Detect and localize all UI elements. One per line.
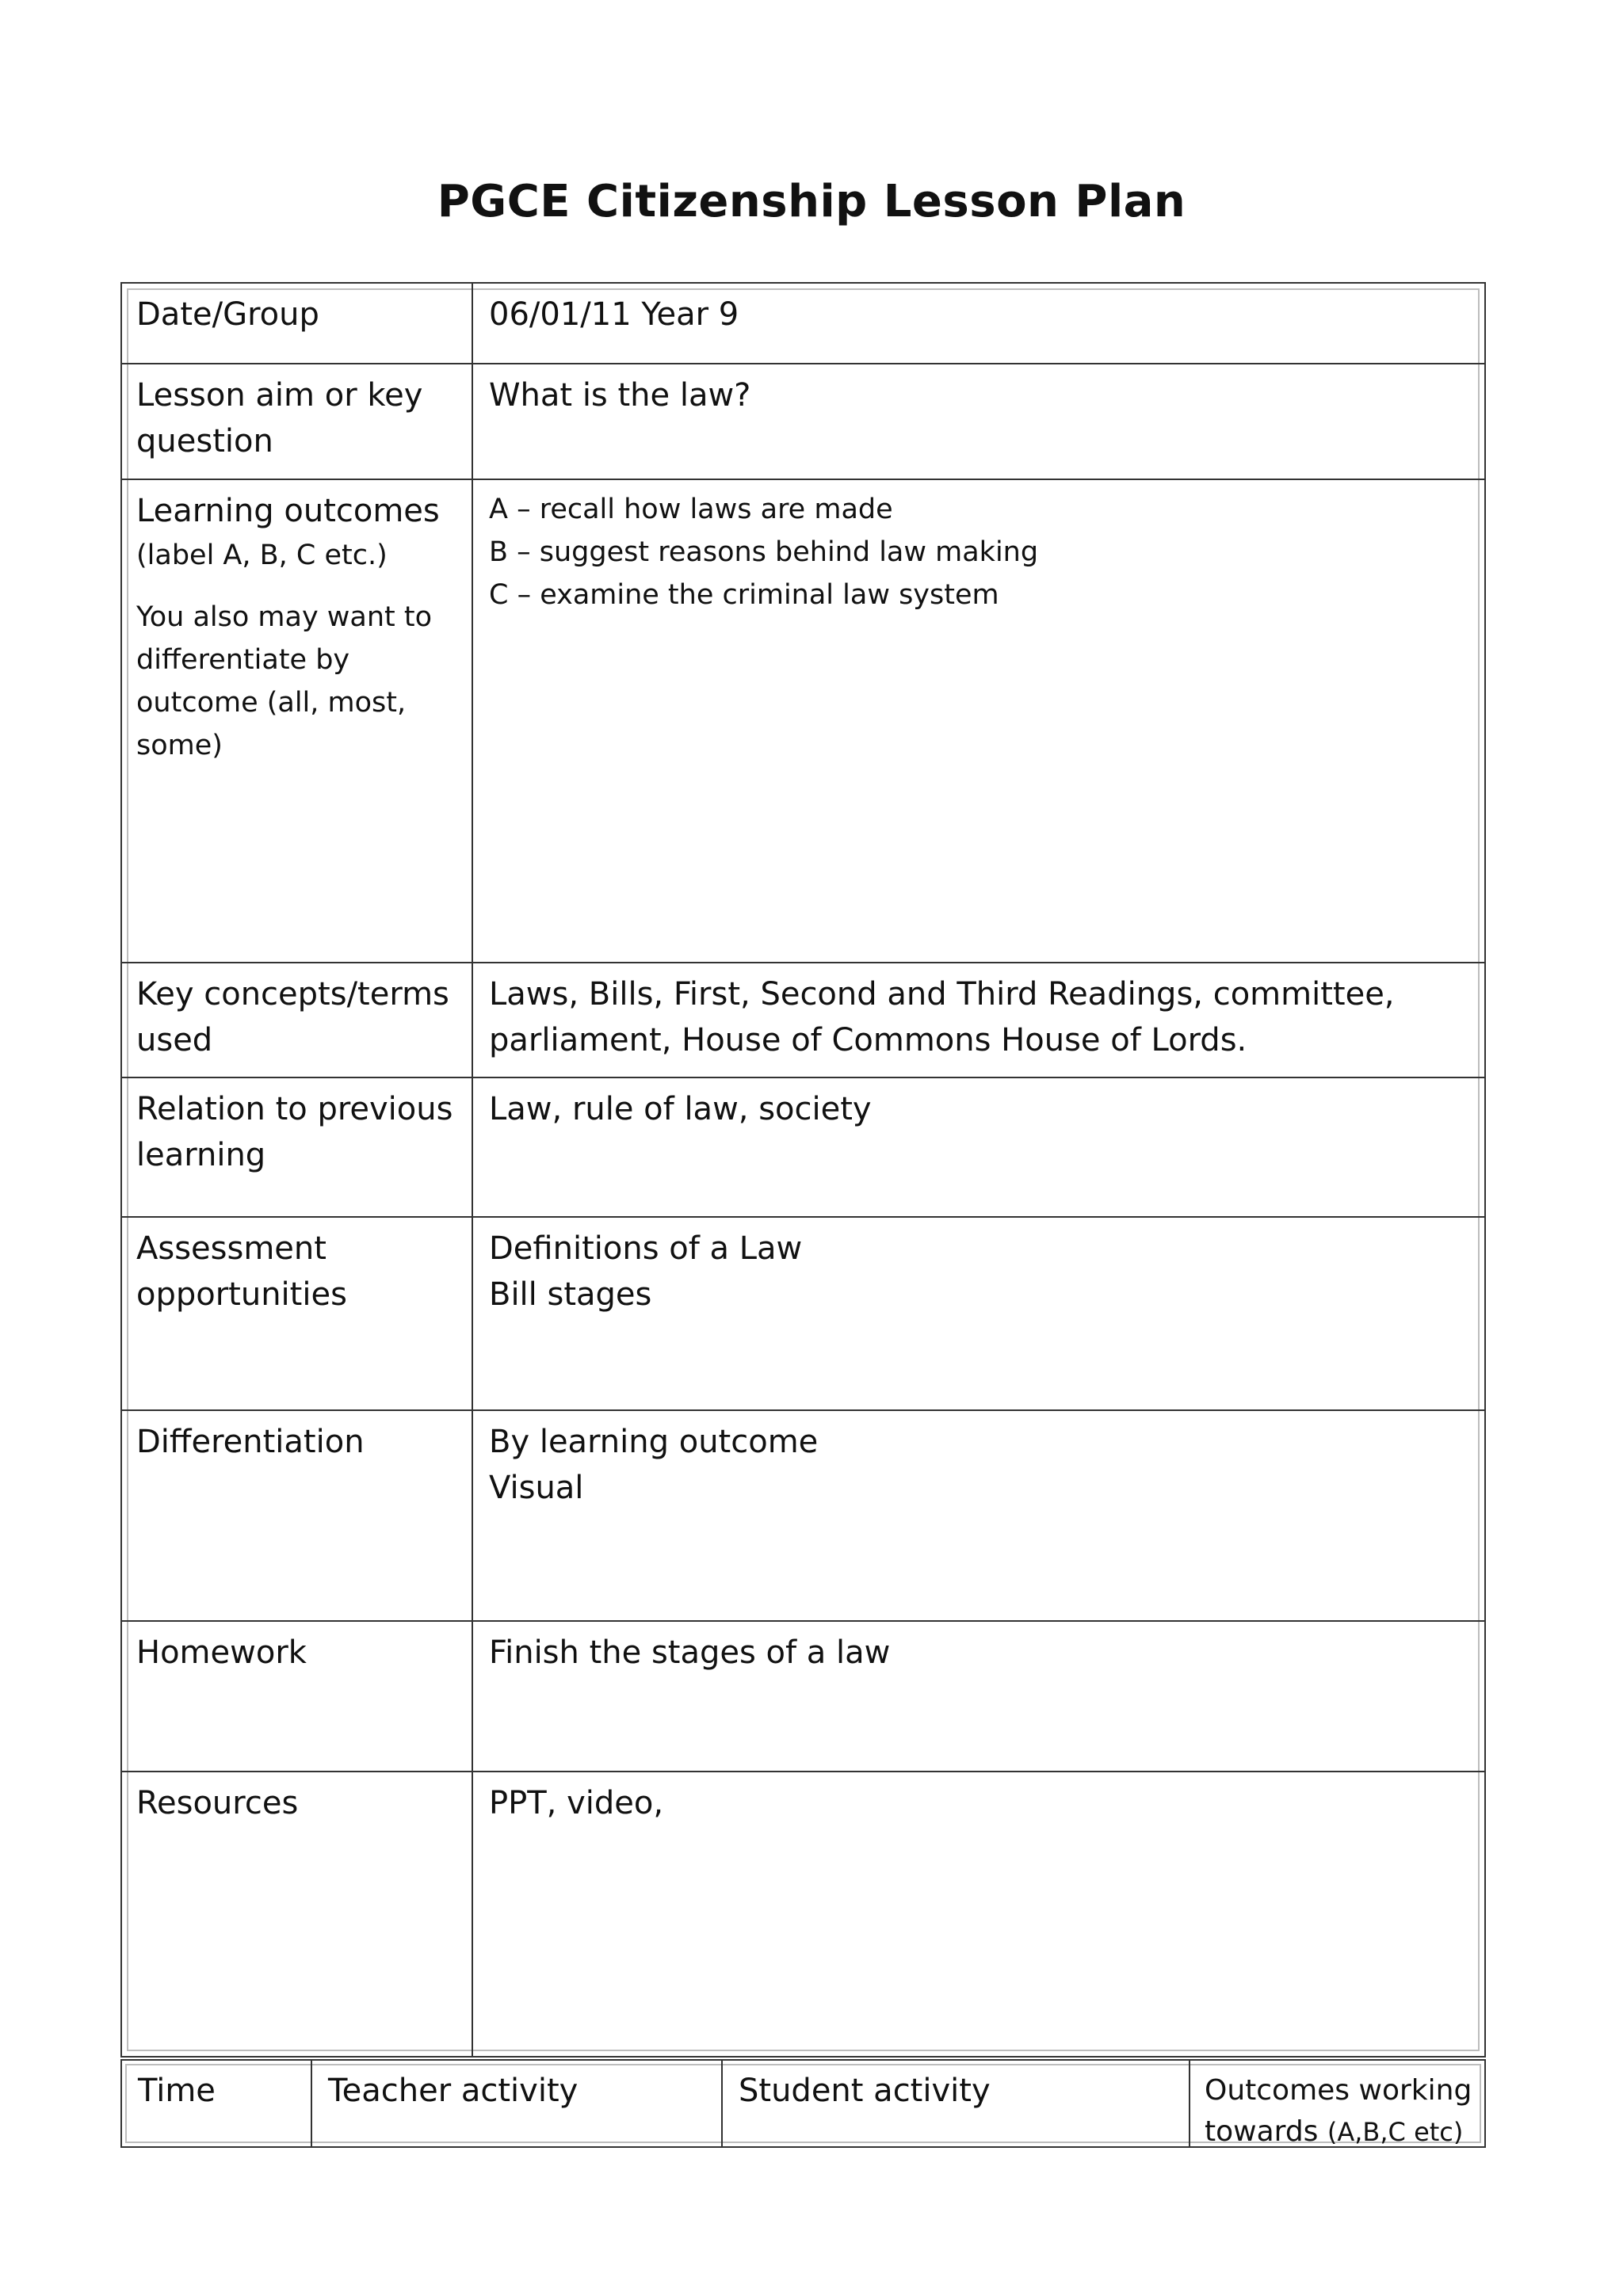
label-previous-learning	[122, 1078, 473, 1216]
assessment-value-line2: Bill stages	[489, 1276, 652, 1313]
row-lesson-aim	[122, 364, 1484, 480]
learning-outcomes-label: Learning outcomes	[136, 493, 440, 529]
differentiation-value-line2: Visual	[489, 1470, 584, 1506]
value-key-concepts	[473, 963, 1484, 1077]
header-time	[122, 2061, 312, 2146]
outcome-item: A – recall how laws are made	[489, 494, 893, 525]
label-key-concepts	[122, 963, 473, 1077]
assessment-label-line1: Assessment	[136, 1230, 327, 1267]
outcomes-note-line: You also may want to	[136, 601, 433, 633]
row-homework	[122, 1622, 1484, 1772]
key-concepts-label-line2: used	[136, 1022, 213, 1058]
label-resources	[122, 1772, 473, 2056]
outcomes-header-abc: (A,B,C etc)	[1327, 2117, 1464, 2147]
page-title: PGCE Citizenship Lesson Plan	[437, 176, 1186, 227]
student-activity-header: Student activity	[739, 2073, 991, 2109]
value-differentiation	[473, 1411, 1484, 1620]
outcomes-header-towards: towards	[1205, 2115, 1327, 2148]
header-outcomes	[1190, 2061, 1484, 2146]
date-group-label: Date/Group	[136, 296, 319, 333]
lesson-plan-table	[120, 282, 1486, 2058]
resources-value: PPT, video,	[489, 1785, 664, 1821]
value-date-group	[473, 284, 1484, 363]
key-concepts-value-line2: parliament, House of Commons House of Lords.	[489, 1022, 1247, 1058]
outcome-item: C – examine the criminal law system	[489, 579, 999, 611]
key-concepts-label-line1: Key concepts/terms	[136, 976, 449, 1013]
outcomes-header-line1: Outcomes working	[1205, 2074, 1472, 2107]
label-learning-outcomes	[122, 480, 473, 962]
header-teacher-activity	[312, 2061, 723, 2146]
value-lesson-aim	[473, 364, 1484, 479]
outcome-item: B – suggest reasons behind law making	[489, 536, 1039, 568]
lesson-aim-label-line2: question	[136, 423, 273, 460]
time-header: Time	[138, 2073, 216, 2109]
label-differentiation	[122, 1411, 473, 1620]
teacher-activity-header: Teacher activity	[328, 2073, 579, 2109]
date-group-value: 06/01/11 Year 9	[489, 296, 739, 333]
label-assessment	[122, 1218, 473, 1409]
learning-outcomes-sublabel: (label A, B, C etc.)	[136, 540, 388, 571]
value-learning-outcomes	[473, 480, 1484, 962]
differentiation-label: Differentiation	[136, 1424, 365, 1460]
resources-label: Resources	[136, 1785, 299, 1821]
assessment-label-line2: opportunities	[136, 1276, 347, 1313]
outcomes-note-line: differentiate by	[136, 644, 350, 676]
row-date-group	[122, 284, 1484, 364]
key-concepts-value-line1: Laws, Bills, First, Second and Third Readings, committee,	[489, 976, 1395, 1013]
previous-learning-label-line1: Relation to previous	[136, 1091, 453, 1127]
row-learning-outcomes	[122, 480, 1484, 963]
row-assessment	[122, 1218, 1484, 1411]
row-previous-learning	[122, 1078, 1484, 1218]
value-assessment	[473, 1218, 1484, 1409]
value-resources	[473, 1772, 1484, 2056]
header-student-activity	[723, 2061, 1190, 2146]
label-date-group	[122, 284, 473, 363]
row-resources	[122, 1772, 1484, 2056]
label-homework	[122, 1622, 473, 1771]
homework-label: Homework	[136, 1634, 307, 1671]
row-differentiation	[122, 1411, 1484, 1622]
outcomes-header-line2	[1205, 2111, 1484, 2153]
label-lesson-aim	[122, 364, 473, 479]
differentiation-value-line1: By learning outcome	[489, 1424, 819, 1460]
previous-learning-label-line2: learning	[136, 1137, 266, 1173]
previous-learning-value: Law, rule of law, society	[489, 1091, 872, 1127]
outcomes-note-line: some)	[136, 730, 223, 761]
homework-value: Finish the stages of a law	[489, 1634, 891, 1671]
outcomes-note-line: outcome (all, most,	[136, 687, 407, 719]
value-previous-learning	[473, 1078, 1484, 1216]
lesson-aim-label-line1: Lesson aim or key	[136, 377, 423, 414]
activity-header-table	[120, 2059, 1486, 2148]
assessment-value-line1: Definitions of a Law	[489, 1230, 803, 1267]
lesson-aim-value: What is the law?	[489, 377, 751, 414]
value-homework	[473, 1622, 1484, 1771]
row-key-concepts	[122, 963, 1484, 1078]
